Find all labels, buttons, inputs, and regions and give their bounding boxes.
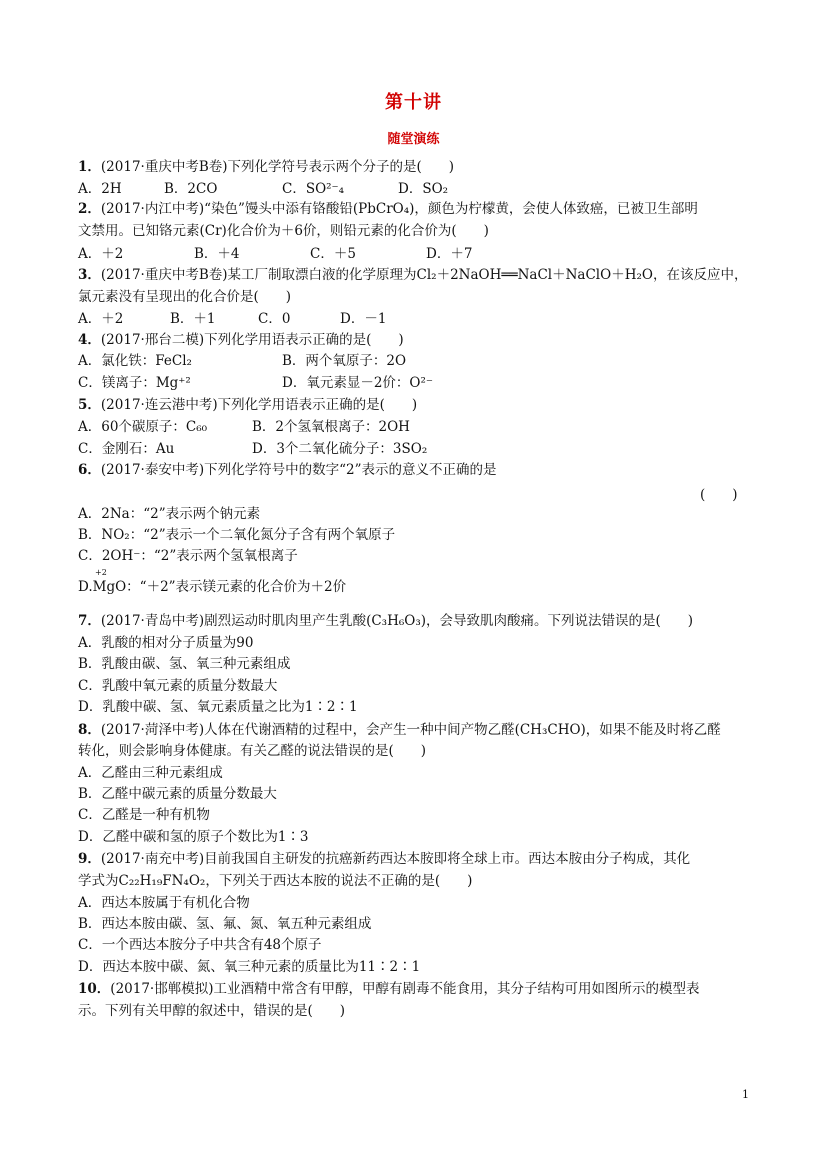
question-stem: (2017·南充中考)目前我国自主研发的抗癌新药西达本胺即将全球上市。西达本胺由分子构成，其化: [100, 851, 691, 867]
option: A．2H: [78, 181, 122, 197]
question-stem: (2017·连云港中考)下列化学用语表示正确的是( ): [100, 397, 418, 413]
question-4: [78, 331, 404, 349]
answer-bracket: ( ): [700, 487, 738, 503]
option: B．＋1: [170, 311, 216, 327]
question-number: 2．: [78, 201, 101, 217]
option: B．＋4: [194, 246, 240, 262]
option: D．3个二氧化硫分子：3SO₂: [252, 441, 428, 457]
option: A．60个碳原子：C₆₀: [78, 419, 208, 435]
option: B．乙醛中碳元素的质量分数最大: [78, 786, 277, 802]
option: C．金刚石：Au: [78, 441, 175, 457]
question-7: [78, 612, 693, 630]
option: B．2CO: [164, 181, 218, 197]
option: D．－1: [340, 311, 387, 327]
option: C．2OH⁻：“2”表示两个氢氧根离子: [78, 548, 298, 564]
question-number: 10．: [78, 981, 111, 997]
question-number: 4．: [78, 332, 101, 348]
question-stem: (2017·重庆中考B卷)某工厂制取漂白液的化学原理为Cl₂＋2NaOH══NaCl＋NaClO＋H₂O，在该反应中，: [100, 267, 748, 283]
option: C．镁离子：Mg⁺²: [78, 375, 191, 391]
question-number: 6．: [78, 462, 101, 478]
question-stem-line: 氯元素没有呈现出的化合价是( ): [78, 289, 292, 305]
option: D．乙醛中碳和氢的原子个数比为1∶3: [78, 829, 309, 845]
question-stem-line: 学式为C₂₂H₁₉FN₄O₂，下列关于西达本胺的说法不正确的是( ): [78, 873, 473, 889]
option: D．＋7: [426, 246, 473, 262]
question-stem-line: 转化，则会影响身体健康。有关乙醛的说法错误的是( ): [78, 743, 427, 759]
question-stem: (2017·菏泽中考)人体在代谢酒精的过程中，会产生一种中间产物乙醛(CH₃CHO)，如果不能及时将乙醛: [100, 722, 721, 738]
option: C．0: [258, 311, 291, 327]
option: D.MgO：“＋2”表示镁元素的化合价为＋2价: [78, 579, 347, 595]
question-stem: (2017·泰安中考)下列化学符号中的数字“2”表示的意义不正确的是: [100, 462, 497, 478]
page-number: 1: [742, 1088, 749, 1101]
option: D．乳酸中碳、氢、氧元素质量之比为1∶2∶1: [78, 699, 358, 715]
option: D．西达本胺中碳、氮、氧三种元素的质量比为11∶2∶1: [78, 959, 421, 975]
page-subtitle: 随堂演练: [387, 132, 440, 147]
question-stem: (2017·邯郸模拟)工业酒精中常含有甲醇，甲醇有剧毒不能食用，其分子结构可用如图所示的模型表: [110, 981, 700, 997]
option: A．氯化铁：FeCl₂: [78, 353, 192, 369]
question-number: 9．: [78, 851, 101, 867]
option: C．＋5: [310, 246, 356, 262]
option: A．乳酸的相对分子质量为90: [78, 635, 254, 651]
question-10: [78, 980, 699, 998]
option: C．SO²⁻₄: [282, 181, 345, 197]
question-number: 7．: [78, 613, 101, 629]
option: C．一个西达本胺分子中共含有48个原子: [78, 937, 322, 953]
question-3: [78, 266, 747, 284]
option: B．乳酸由碳、氢、氧三种元素组成: [78, 656, 291, 672]
question-number: 5．: [78, 397, 101, 413]
question-9: [78, 850, 690, 868]
question-number: 1．: [78, 159, 101, 175]
option: C．乳酸中氧元素的质量分数最大: [78, 678, 278, 694]
option: A．乙醛由三种元素组成: [78, 765, 223, 781]
question-6: [78, 461, 496, 479]
question-number: 3．: [78, 267, 101, 283]
option: B．2个氢氧根离子：2OH: [252, 419, 410, 435]
question-2: [78, 200, 698, 218]
option: B．NO₂：“2”表示一个二氧化氮分子含有两个氧原子: [78, 527, 396, 543]
valence-superscript: +2: [95, 568, 107, 577]
option: A．＋2: [78, 246, 124, 262]
option: C．乙醛是一种有机物: [78, 807, 210, 823]
question-5: [78, 396, 417, 414]
question-stem: (2017·邢台二模)下列化学用语表示正确的是( ): [100, 332, 404, 348]
option: D．SO₂: [398, 181, 449, 197]
question-8: [78, 721, 721, 739]
option: B．两个氧原子：2O: [282, 353, 407, 369]
option: A．＋2: [78, 311, 124, 327]
option: B．西达本胺由碳、氢、氟、氮、氧五种元素组成: [78, 916, 372, 932]
page-title: 第十讲: [385, 92, 442, 113]
option: D．氧元素显－2价：O²⁻: [282, 375, 434, 391]
question-stem: (2017·内江中考)“染色”馒头中添有铬酸铅(PbCrO₄)，颜色为柠檬黄，会使人体致癌，已被卫生部明: [100, 201, 698, 217]
question-stem-line: 示。下列有关甲醇的叙述中，错误的是( ): [78, 1003, 346, 1019]
question-stem: (2017·重庆中考B卷)下列化学符号表示两个分子的是( ): [100, 159, 455, 175]
option: A．西达本胺属于有机化合物: [78, 895, 250, 911]
question-stem-line: 文禁用。已知铬元素(Cr)化合价为＋6价，则铅元素的化合价为( ): [78, 223, 489, 239]
question-1: [78, 158, 454, 176]
question-stem: (2017·青岛中考)剧烈运动时肌肉里产生乳酸(C₃H₆O₃)，会导致肌肉酸痛。下列说法错误的是( ): [100, 613, 694, 629]
question-number: 8．: [78, 722, 101, 738]
option: A．2Na：“2”表示两个钠元素: [78, 506, 261, 522]
